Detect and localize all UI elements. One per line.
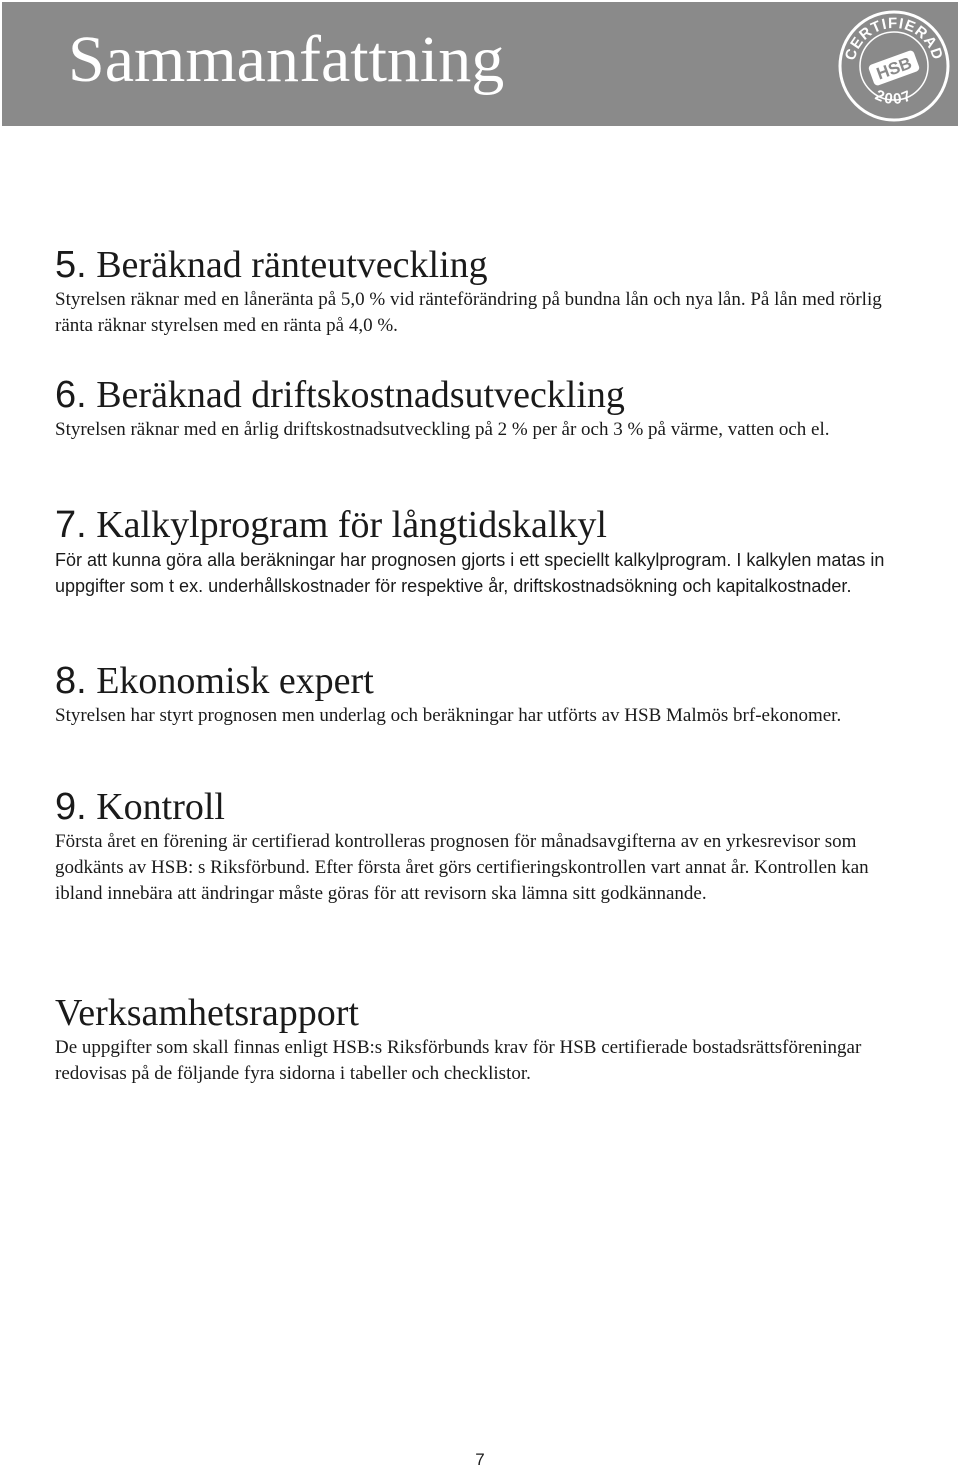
section-number: 8. [55, 660, 87, 702]
svg-text:CERTIFIERAD [842, 15, 946, 63]
section-text: Styrelsen har styrt prognosen men underlag och beräkningar har utförts av HSB Malmös brf-ekonomer. [55, 705, 842, 726]
section-5 [55, 243, 915, 339]
section-heading [55, 659, 915, 703]
section-number: 7. [55, 504, 87, 546]
section-number: 6. [55, 374, 87, 416]
seal-text-bottom: 2007 [872, 86, 916, 109]
report-title: Verksamhetsrapport [55, 992, 359, 1034]
svg-text:2007 [873, 87, 916, 108]
section-title: Kalkylprogram för långtidskalkyl [96, 504, 607, 546]
section-title: Ekonomisk expert [96, 660, 374, 702]
section-heading [55, 373, 915, 417]
section-text: Styrelsen räknar med en årlig driftskostnadsutveckling på 2 % per år och 3 % på värme, vatten och el. [55, 419, 830, 440]
section-title: Beräknad ränteutveckling [96, 244, 488, 286]
section-heading [55, 785, 915, 829]
section-title: Kontroll [96, 786, 225, 828]
section-heading [55, 503, 915, 547]
section-7 [55, 503, 915, 599]
page-title: Sammanfattning [68, 23, 505, 96]
seal-text-middle: HSB [874, 53, 915, 84]
section-title: Beräknad driftskostnadsutveckling [96, 374, 625, 416]
section-9 [55, 785, 915, 907]
section-number: 5. [55, 244, 87, 286]
section-text: Styrelsen räknar med en låneränta på 5,0 % vid ränteförändring på bundna lån och nya lån. På lån med rörlig ränta räknar styrelsen med en ränta på 4,0 %. [55, 289, 882, 336]
header-bar [2, 2, 958, 126]
section-8 [55, 659, 915, 729]
section-6 [55, 373, 915, 443]
section-text: För att kunna göra alla beräkningar har prognosen gjorts i ett speciellt kalkylprogram. I kalkylen matas in uppgifter som t ex. underhållskostnader för respektive år, driftskostnadsökning och kapitalkostnader. [55, 550, 885, 596]
section-heading [55, 243, 915, 287]
section-number: 9. [55, 786, 87, 828]
seal-text-top: CERTIFIERAD [841, 14, 947, 63]
report-section [55, 991, 915, 1087]
page-number: 7 [475, 1450, 485, 1469]
hsb-certified-seal-icon [836, 8, 952, 124]
section-text: Första året en förening är certifierad kontrolleras prognosen för månadsavgifterna av en yrkesrevisor som godkänts av HSB: s Riksförbund. Efter första året görs certifieringskontrollen vart annat år. Kontrollen kan ibland innebära att ändringar måste göras för att revisorn ska lämna sitt godkännande. [55, 831, 869, 904]
report-text: De uppgifter som skall finnas enligt HSB:s Riksförbunds krav för HSB certifierade bostadsrättsföreningar redovisas på de följande fyra sidorna i tabeller och checklistor. [55, 1037, 862, 1084]
